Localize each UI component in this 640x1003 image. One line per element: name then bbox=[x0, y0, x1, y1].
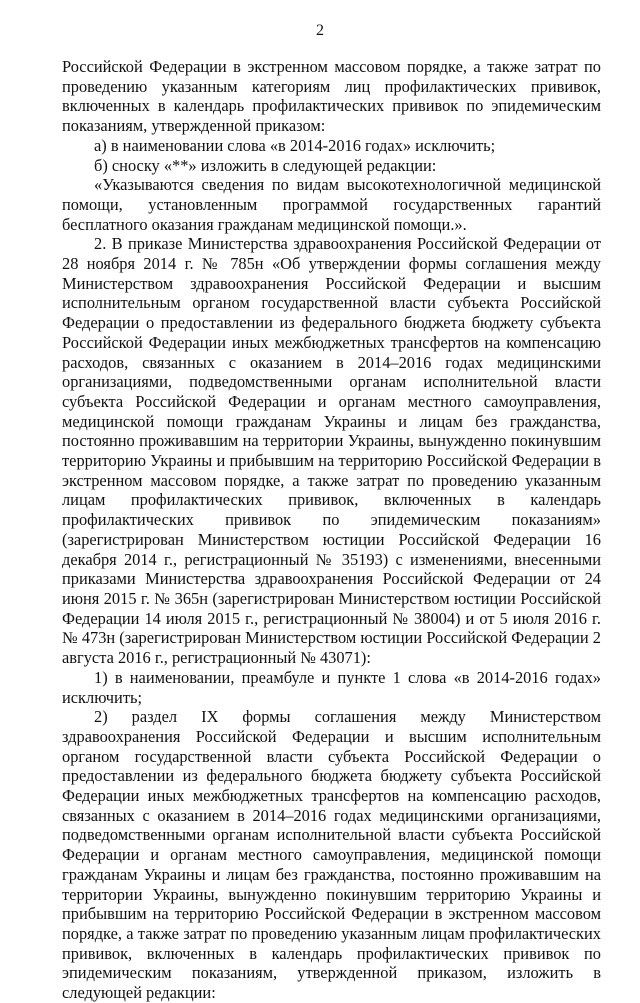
paragraph-footnote-text: «Указываются сведения по видам высокотехнологичной медицинской помощи, установленным программой государственных гарантий бесплатного оказания гражданам медицинской помощи.». bbox=[62, 175, 601, 234]
page-number: 2 bbox=[316, 22, 324, 39]
paragraph-subitem-2: 2) раздел IX формы соглашения между Министерством здравоохранения Российской Федерации и высшим исполнительным органом государственной власти субъекта Российской Федерации о предоставлении из федерального бюджета бюджету субъекта Российской Федерации иных межбюджетных трансфертов на компенсацию расходов, связанных с оказанием в 2014–2016 годах медицинскими организациями, подведомственными органам исполнительной власти субъекта Российской Федерации и органам местного самоуправления, медицинской помощи гражданам Украины и лицам без гражданства, постоянно проживавшим на территории Украины, вынужденно покинувшим территорию Украины и прибывшим на территорию Российской Федерации в экстренном массовом порядке, а также затрат по проведению указанным лицам профилактических прививок, включенных в календарь профилактических прививок по эпидемическим показаниям, утвержденной приказом, изложить в следующей редакции: bbox=[62, 707, 601, 1003]
paragraph-item-a: а) в наименовании слова «в 2014-2016 годах» исключить; bbox=[94, 135, 496, 155]
paragraph-section-2: 2. В приказе Министерства здравоохранения Российской Федерации от 28 ноября 2014 г. № 785н «Об утверждении формы соглашения между Министерством здравоохранения Российской Федерации и высшим исполнительным органом государственной власти субъекта Российской Федерации о предоставлении из федерального бюджета бюджету субъекта Российской Федерации иных межбюджетных трансфертов на компенсацию расходов, связанных с оказанием в 2014–2016 годах медицинскими организациями, подведомственными органам исполнительной власти субъекта Российской Федерации и органам местного самоуправления, медицинской помощи гражданам Украины и лицам без гражданства, постоянно проживавшим на территории Украины, вынужденно покинувшим территорию Украины и прибывшим на территорию Российской Федерации в экстренном массовом порядке, а также затрат по проведению указанным лицам профилактических прививок, включенных в календарь профилактических прививок по эпидемическим показаниям» (зарегистрирован Министерством юстиции Российской Федерации 16 декабря 2014 г., регистрационный № 35193) с изменениями, внесенными приказами Министерства здравоохранения Российской Федерации от 24 июня 2015 г. № 365н (зарегистрирован Министерством юстиции Российской Федерации 14 июля 2015 г., регистрационный № 38004) и от 5 июля 2016 г. № 473н (зарегистрирован Министерством юстиции Российской Федерации 2 августа 2016 г., регистрационный № 43071): bbox=[62, 234, 601, 668]
paragraph-subitem-1: 1) в наименовании, преамбуле и пункте 1 слова «в 2014-2016 годах» исключить; bbox=[62, 667, 601, 707]
paragraph-continuation: Российской Федерации в экстренном массовом порядке, а также затрат по проведению указанным категориям лиц профилактических прививок, включенных в календарь профилактических прививок по эпидемическим показаниям, утвержденной приказом: bbox=[62, 57, 601, 136]
document-body bbox=[62, 57, 601, 1003]
paragraph-item-b: б) сноску «**» изложить в следующей редакции: bbox=[94, 155, 437, 175]
